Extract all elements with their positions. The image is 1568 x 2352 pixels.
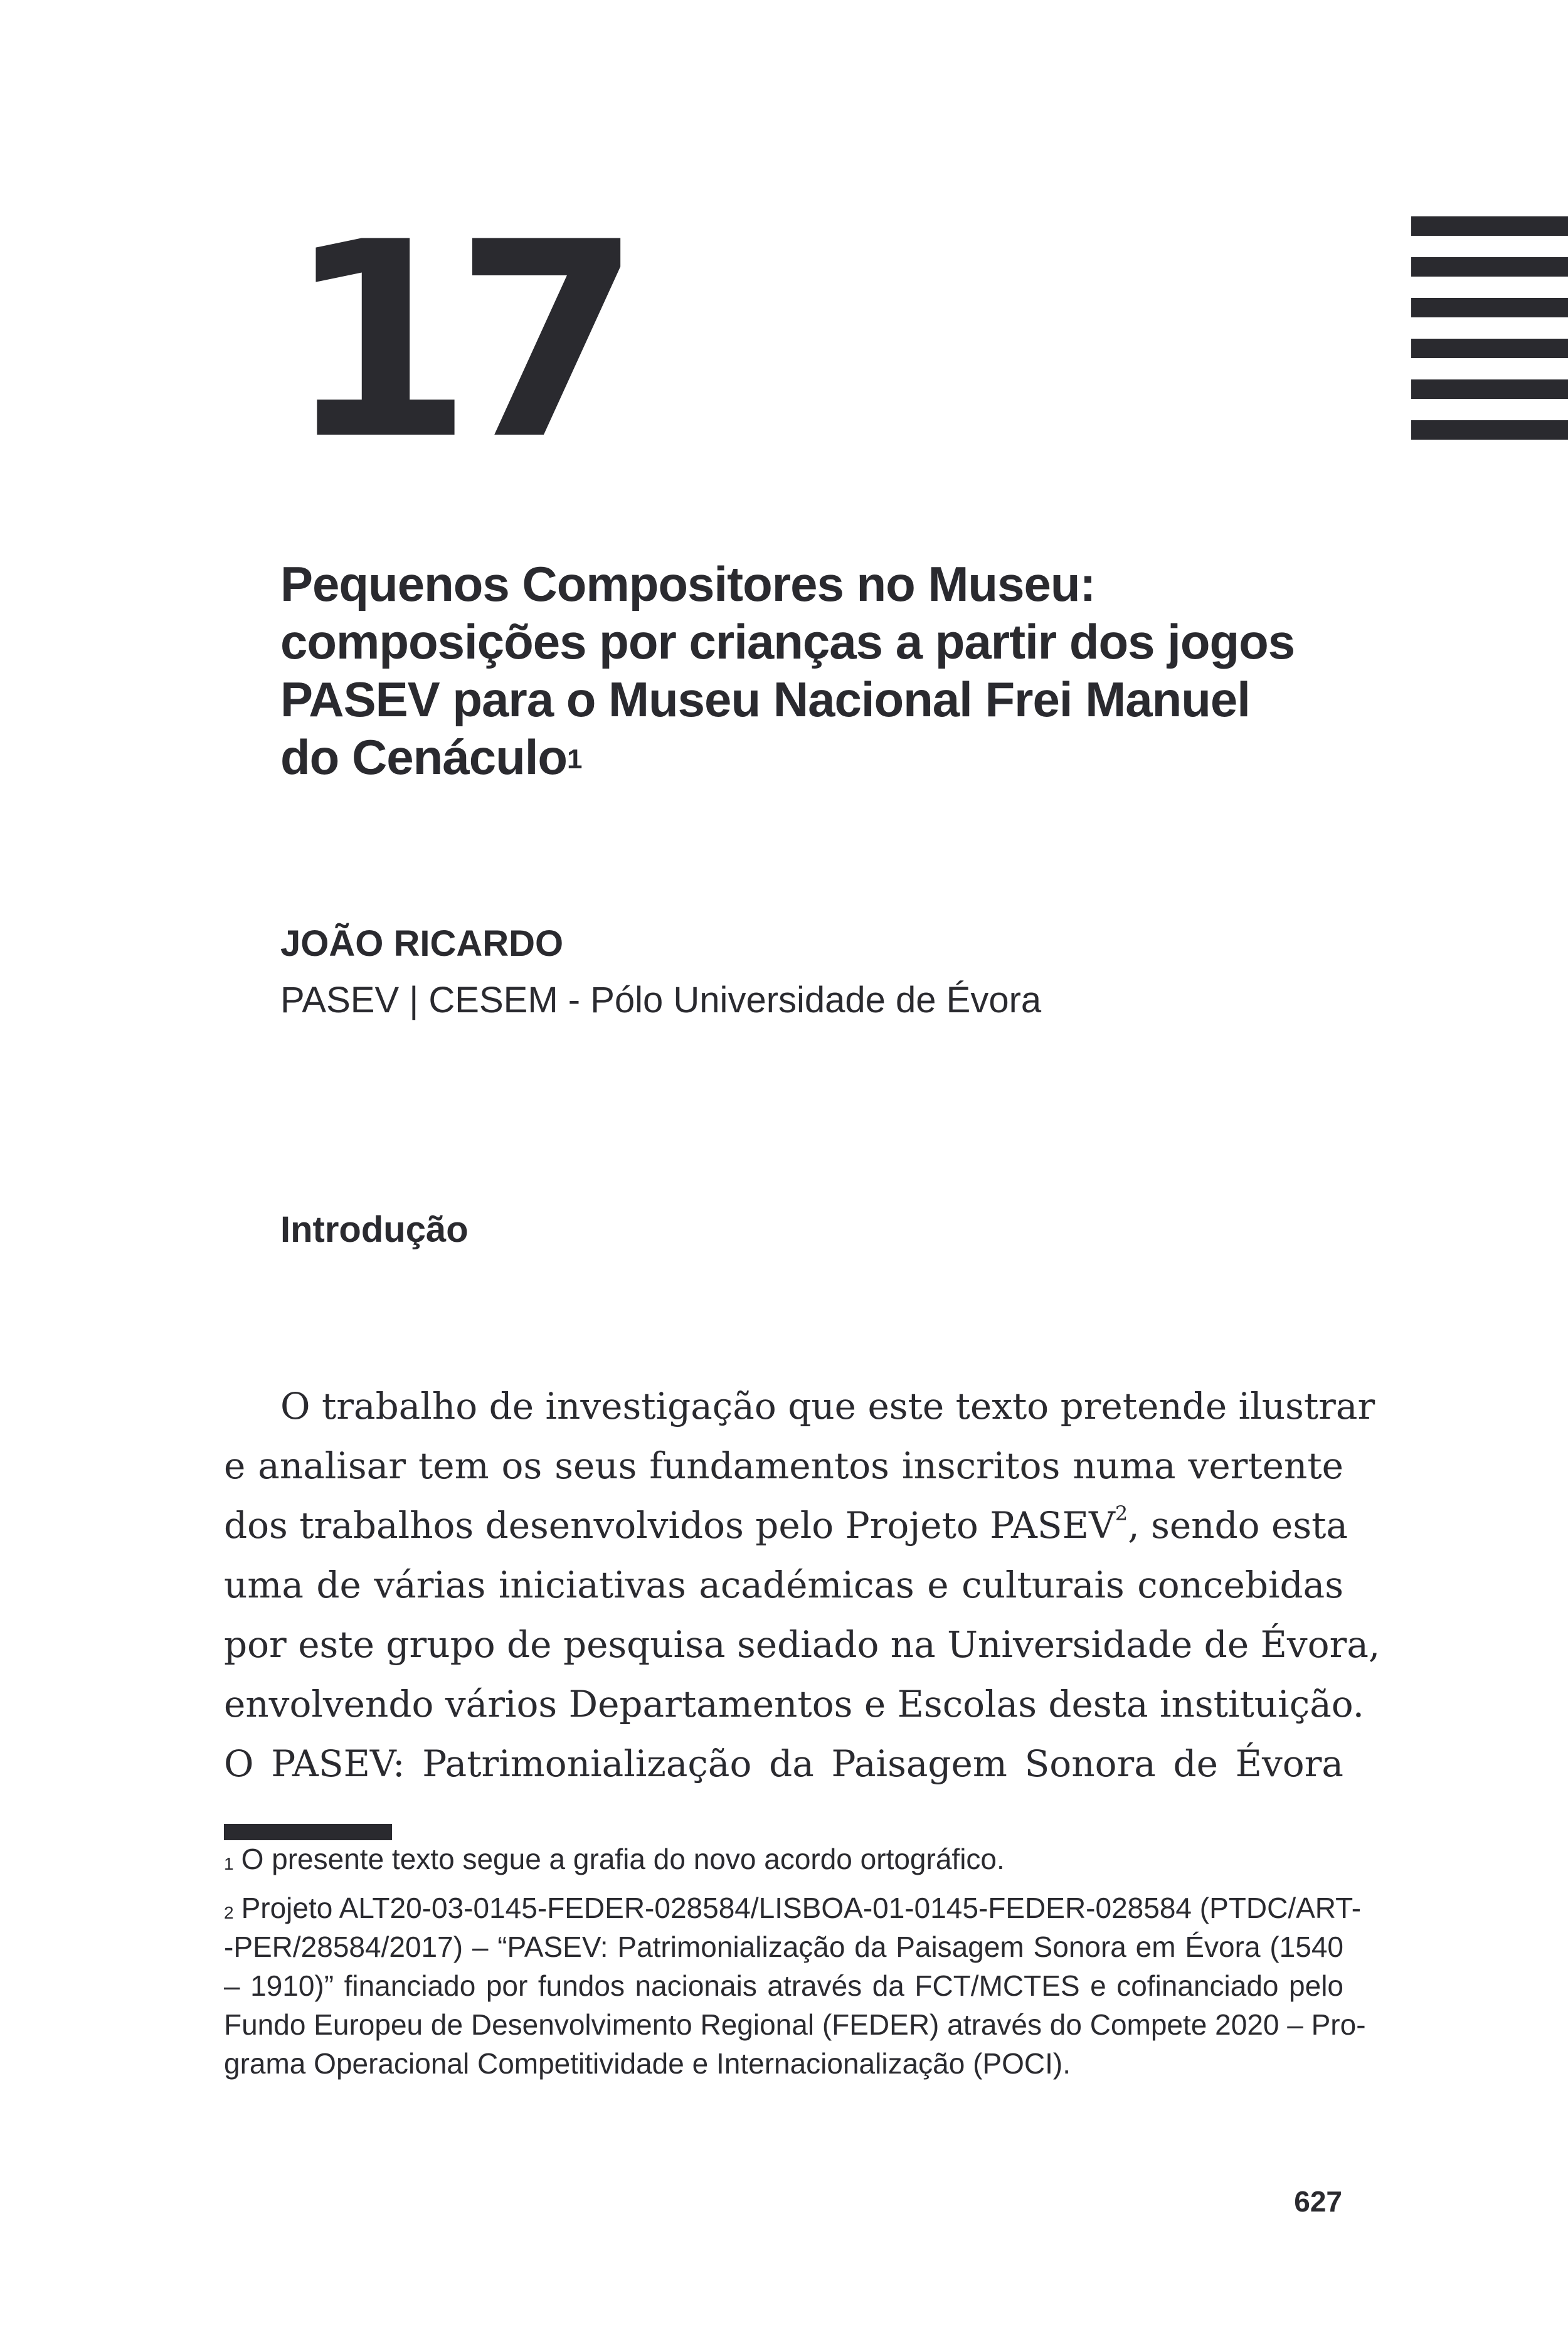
author-name: JOÃO RICARDO (280, 923, 564, 964)
body-footnote-ref[interactable]: 2 (1115, 1502, 1128, 1525)
footnote-line (224, 1888, 1362, 1927)
body-line: uma de várias iniciativas académicas e culturais concebidas (224, 1564, 1343, 1606)
page-number: 627 (1294, 2185, 1342, 2218)
footnote-divider (224, 1824, 392, 1840)
footnote-text: O presente texto segue a grafia do novo acordo ortográfico. (241, 1843, 1005, 1875)
stripe (1411, 339, 1568, 358)
footnote-line (224, 1840, 1343, 1878)
body-paragraph (224, 1377, 1380, 1794)
body-line-text: , sendo esta (1128, 1504, 1348, 1547)
chapter-title (280, 555, 1378, 786)
stripe (1411, 216, 1568, 236)
footnote-line: -PER/28584/2017) – “PASEV: Patrimonialização da Paisagem Sonora em Évora (1540 (224, 1931, 1343, 1963)
footnote-marker: 1 (224, 1854, 234, 1873)
chapter-number: 17 (285, 185, 623, 499)
title-line: do Cenáculo (280, 729, 568, 785)
body-line-text: dos trabalhos desenvolvidos pelo Projeto PASEV (224, 1504, 1115, 1547)
footnote-line: Fundo Europeu de Desenvolvimento Regional (FEDER) através do Compete 2020 – Pro- (224, 2008, 1366, 2041)
body-line: O trabalho de investigação que este texto pretende ilustrar (280, 1385, 1375, 1428)
stripe (1411, 379, 1568, 399)
title-line: PASEV para o Museu Nacional Frei Manuel (280, 672, 1250, 727)
footnotes (224, 1840, 1366, 2093)
stripe (1411, 298, 1568, 317)
footnote-1 (224, 1840, 1343, 1878)
title-footnote-ref[interactable]: 1 (567, 744, 582, 775)
body-line: e analisar tem os seus fundamentos inscritos numa vertente (224, 1444, 1343, 1487)
footnote-marker: 2 (224, 1903, 234, 1922)
footnote-line: grama Operacional Competitividade e Internacionalização (POCI). (224, 2047, 1071, 2080)
body-line: O PASEV: Patrimonialização da Paisagem Sonora de Évora (224, 1742, 1343, 1785)
body-line: por este grupo de pesquisa sediado na Universidade de Évora, (224, 1623, 1380, 1666)
body-line (224, 1496, 1348, 1555)
section-heading: Introdução (280, 1209, 469, 1250)
title-line: Pequenos Compositores no Museu: (280, 556, 1096, 612)
chapter-stripes-decoration (1411, 216, 1568, 461)
stripe (1411, 257, 1568, 277)
footnote-2 (224, 1888, 1366, 2083)
footnote-text: Projeto ALT20-03-0145-FEDER-028584/LISBOA-01-0145-FEDER-028584 (PTDC/ART- (241, 1892, 1362, 1924)
author-affiliation: PASEV | CESEM - Pólo Universidade de Évora (280, 980, 1042, 1020)
body-line: envolvendo vários Departamentos e Escolas desta instituição. (224, 1683, 1365, 1725)
stripe (1411, 420, 1568, 440)
footnote-line: – 1910)” financiado por fundos nacionais através da FCT/MCTES e cofinanciado pelo (224, 1969, 1343, 2002)
title-line: composições por crianças a partir dos jogos (280, 614, 1295, 669)
